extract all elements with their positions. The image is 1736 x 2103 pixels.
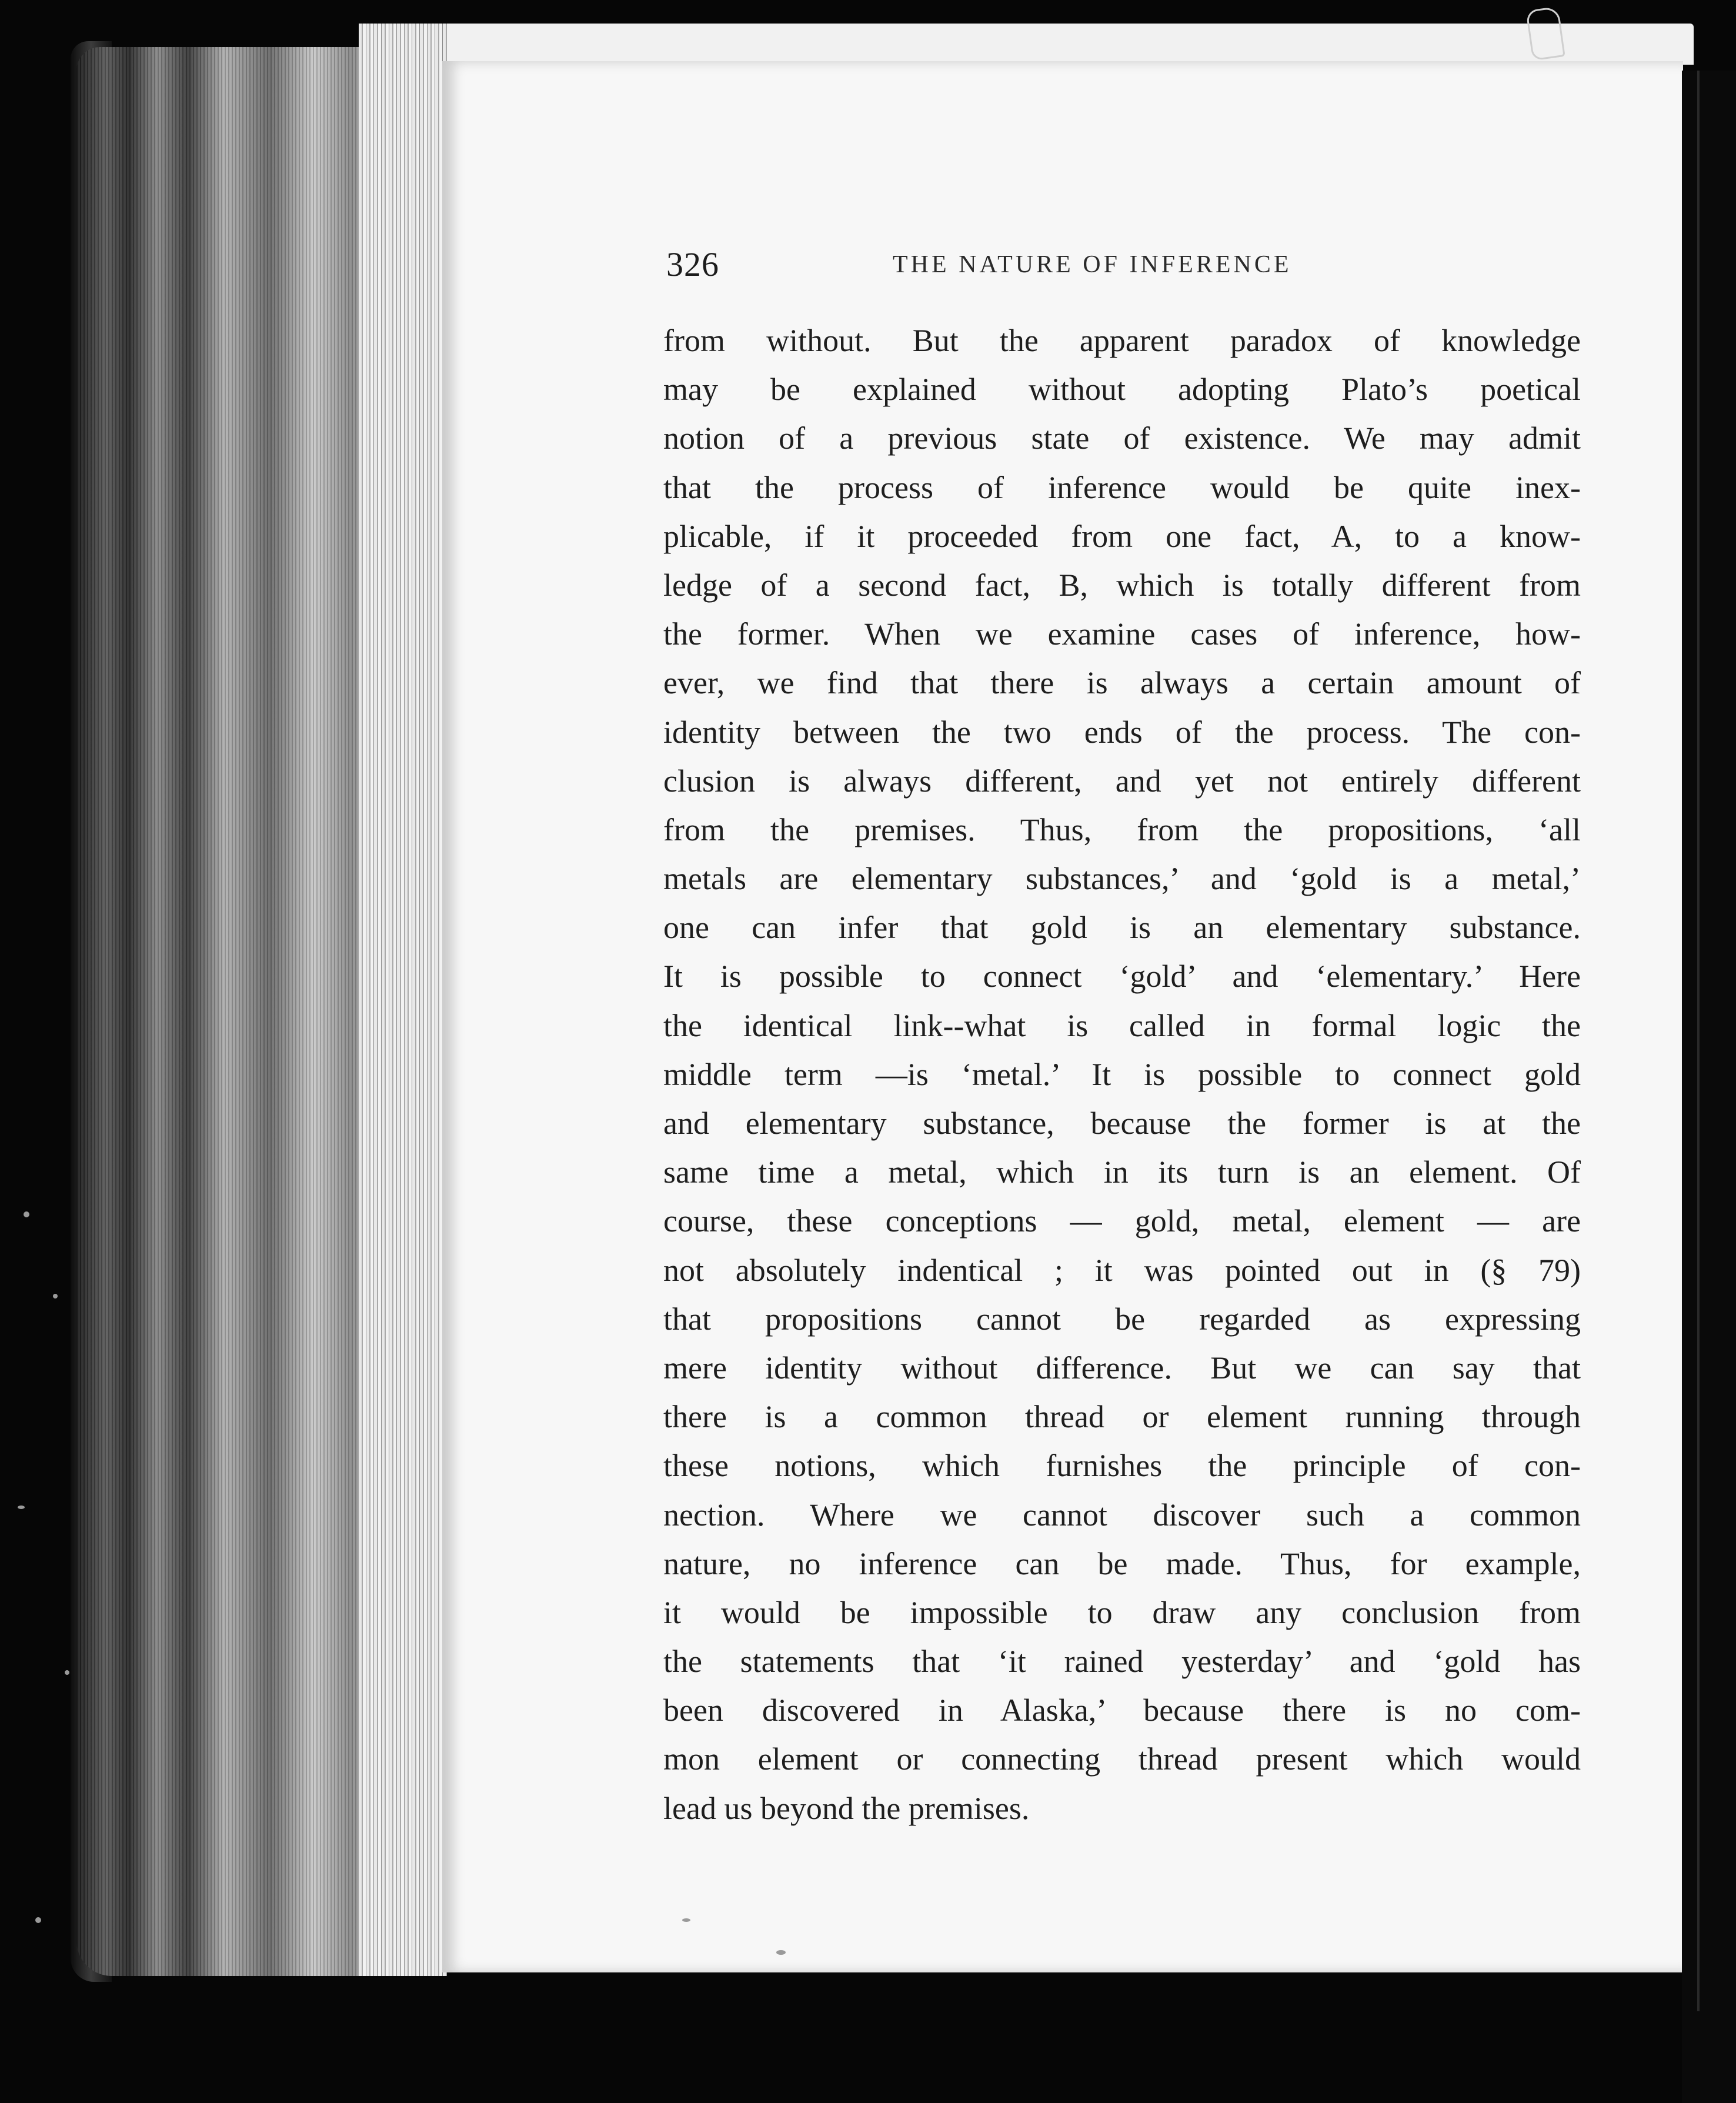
text-line: lead us beyond the premises. [663, 1790, 1030, 1826]
page-stack [359, 24, 447, 1976]
text-line: plicable, if it proceeded from one fact, A, to a know- [663, 518, 1581, 554]
text-line: clusion is always different, and yet not entirely different [663, 763, 1581, 799]
text-line: middle term —is ‘metal.’ It is possible to connect gold [663, 1056, 1581, 1092]
body-text [663, 316, 1581, 1833]
text-line: ever, we find that there is always a certain amount of [663, 665, 1581, 701]
corner-mark [1525, 6, 1565, 61]
page-top-edge [359, 24, 1694, 65]
text-line: from the premises. Thus, from the propositions, ‘all [663, 812, 1581, 847]
text-line: same time a metal, which in its turn is an element. Of [663, 1154, 1581, 1190]
right-gutter [1682, 71, 1736, 2103]
text-line: it would be impossible to draw any conclusion from [663, 1594, 1581, 1630]
text-line: the identical link--what is called in formal logic the [663, 1007, 1581, 1043]
text-line: nection. Where we cannot discover such a common [663, 1497, 1581, 1533]
running-head [666, 241, 1372, 288]
text-line: mere identity without difference. But we can say that [663, 1350, 1581, 1386]
text-line: metals are elementary substances,’ and ‘gold is a metal,’ [663, 861, 1581, 897]
text-line: mon element or connecting thread present which would [663, 1741, 1581, 1777]
running-head-title: THE NATURE OF INFERENCE [893, 251, 1292, 278]
text-line: that propositions cannot be regarded as expressing [663, 1301, 1581, 1337]
text-line: that the process of inference would be quite inex- [663, 469, 1581, 505]
page-number: 326 [666, 245, 719, 283]
text-line: from without. But the apparent paradox of knowledge [663, 323, 1581, 358]
text-line: there is a common thread or element running through [663, 1399, 1581, 1435]
text-line: the statements that ‘it rained yesterday’ and ‘gold has [663, 1644, 1581, 1680]
text-line: nature, no inference can be made. Thus, for example, [663, 1545, 1581, 1581]
text-line: the former. When we examine cases of inference, how- [663, 616, 1581, 652]
text-line: identity between the two ends of the process. The con- [663, 714, 1581, 750]
text-line: may be explained without adopting Plato’s poetical [663, 372, 1581, 408]
text-line: one can infer that gold is an elementary substance. [663, 910, 1581, 946]
text-line: these notions, which furnishes the principle of con- [663, 1448, 1581, 1484]
text-line: not absolutely indentical ; it was pointed out in (§ 79) [663, 1252, 1581, 1288]
text-line: course, these conceptions — gold, metal, element — are [663, 1203, 1581, 1239]
text-line: been discovered in Alaska,’ because there is no com- [663, 1693, 1581, 1728]
text-line: and elementary substance, because the former is at the [663, 1106, 1581, 1141]
text-line: ledge of a second fact, B, which is totally different from [663, 567, 1581, 603]
text-line: It is possible to connect ‘gold’ and ‘elementary.’ Here [663, 959, 1581, 994]
text-line: notion of a previous state of existence. We may admit [663, 420, 1581, 456]
